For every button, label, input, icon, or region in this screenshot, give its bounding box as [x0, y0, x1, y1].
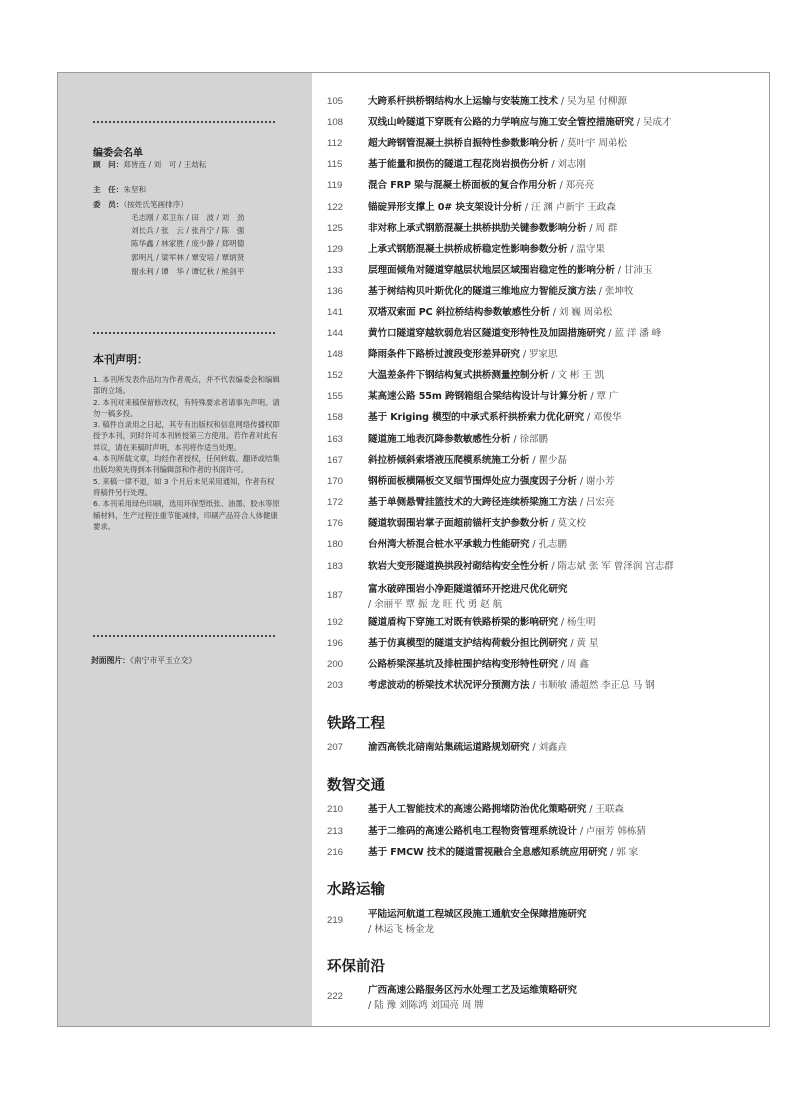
toc-authors: / 周 群 [586, 223, 618, 234]
toc-page-number: 163 [327, 434, 344, 445]
section-heading: 环保前沿 [327, 959, 385, 975]
toc-title: 上承式钢筋混凝土拱桥成桥稳定性影响参数分析 [368, 244, 568, 255]
toc-page-number: 172 [327, 497, 344, 508]
dotted-divider [93, 121, 275, 123]
toc-authors: / 黄 星 [567, 638, 599, 649]
members-label: 委 员： [93, 200, 124, 209]
toc-authors: / 莫叶宇 周弟松 [557, 138, 627, 149]
advisors-line [93, 160, 207, 170]
toc-page-number: 133 [327, 265, 344, 276]
toc-authors: / 余丽平 覃 振 龙 旺 代 勇 赵 航 [368, 599, 503, 610]
toc-title: 超大跨钢管混凝土拱桥自振特性参数影响分析 [368, 138, 558, 149]
toc-page-number: 108 [327, 117, 344, 128]
committee-title: 编委会名单 [93, 148, 143, 159]
members-list-line: 陈华鑫 / 林家胜 / 庞少静 / 郑明德 [131, 239, 245, 248]
toc-page-number: 125 [327, 223, 344, 234]
declaration-text [93, 374, 281, 532]
director-label: 主 任： [93, 185, 124, 194]
toc-entry[interactable] [327, 907, 757, 939]
toc-authors: / 罗家思 [519, 349, 558, 360]
toc-authors: / 韦顺敏 潘超然 李正总 马 钢 [529, 680, 655, 691]
toc-title: 某高速公路 55m 跨钢箱组合梁结构设计与计算分析 [368, 391, 588, 402]
toc-authors: / 郭 家 [607, 847, 639, 858]
toc-page-number: 115 [327, 159, 343, 170]
toc-page-number: 200 [327, 659, 344, 670]
toc-authors: / 郑亮亮 [556, 180, 595, 191]
toc-authors: / 瞿少磊 [529, 455, 567, 466]
toc-title: 隧道盾构下穿施工对既有铁路桥梁的影响研究 [368, 617, 558, 628]
toc-authors: / 邓俊华 [583, 412, 622, 423]
toc-authors: / 卢丽芳 韩栋猜 [576, 826, 646, 837]
toc-title: 双塔双索面 PC 斜拉桥结构参数敏感性分析 [368, 307, 550, 318]
section-heading: 水路运输 [327, 882, 385, 898]
toc-title: 斜拉桥倾斜索塔液压爬模系统施工分析 [368, 455, 530, 466]
toc-page-number: 136 [327, 286, 344, 297]
toc-authors: / 刘志刚 [548, 159, 586, 170]
toc-authors: / 孔志鹏 [529, 539, 567, 550]
toc-title: 渝西高铁北碚南站集疏运道路规划研究 [368, 742, 530, 753]
toc-authors: / 林运飞 杨金龙 [368, 924, 434, 935]
toc-authors: / 甘沛玉 [614, 265, 653, 276]
members-line [93, 200, 188, 210]
dotted-divider [93, 332, 275, 334]
toc-title: 台州湾大桥混合桩水平承载力性能研究 [368, 539, 530, 550]
members-list-line: 刘长兵 / 张 云 / 张肖宁 / 陈 强 [131, 226, 245, 235]
dotted-divider [93, 635, 275, 637]
toc-page-number: 213 [327, 826, 344, 837]
toc-title: 平陆运河航道工程城区段施工通航安全保障措施研究 [368, 909, 587, 920]
cover-caption [91, 655, 196, 666]
toc-authors: / 隋志斌 张 军 曾泽润 宫志群 [548, 561, 674, 572]
declaration-item: 4. 本刊所载文章，均经作者授权，任何转载、翻译或结集出版均须先得到本刊编辑部和作者的书面许可。 [93, 454, 280, 475]
toc-title: 基于 Kriging 模型的中承式系杆拱桥索力优化研究 [368, 412, 584, 423]
toc-title: 非对称上承式钢筋混凝土拱桥拱肋关键参数影响分析 [368, 223, 587, 234]
toc-entry[interactable] [327, 582, 757, 614]
director-line [93, 185, 146, 195]
toc-page-number: 222 [327, 991, 344, 1002]
toc-authors: / 覃 广 [587, 391, 619, 402]
toc-authors: / 吴为星 付柳源 [557, 96, 627, 107]
toc-page-number: 141 [327, 307, 344, 318]
toc-title: 混合 FRP 梁与混凝土桥面板的复合作用分析 [368, 180, 557, 191]
toc-page-number: 176 [327, 518, 344, 529]
toc-authors: / 汪 渊 卢新宇 王政森 [521, 202, 616, 213]
toc-title: 黄竹口隧道穿越软弱危岩区隧道变形特性及加固措施研究 [368, 328, 606, 339]
toc-title: 广西高速公路服务区污水处理工艺及运维策略研究 [368, 985, 577, 996]
toc-authors: / 谢小芳 [576, 476, 615, 487]
declaration-item: 5. 来稿一律不退，如 3 个月后未见采用通知，作者有权将稿件另行处理。 [93, 476, 275, 497]
toc-page-number: 112 [327, 138, 343, 149]
toc-page-number: 187 [327, 590, 344, 601]
toc-page-number: 148 [327, 349, 344, 360]
toc-title: 双线山岭隧道下穿既有公路的力学响应与施工安全管控措施研究 [368, 117, 634, 128]
toc-page-number: 152 [327, 370, 344, 381]
toc-title: 富水破碎围岩小净距隧道循环开挖进尺优化研究 [368, 584, 568, 595]
toc-authors: / 张坤牧 [595, 286, 634, 297]
toc-page-number: 170 [327, 476, 344, 487]
declaration-item: 2. 本刊对来稿保留修改权，有特殊要求者请事先声明。请勿一稿多投。 [93, 397, 280, 418]
toc-authors: / 吕宏亮 [576, 497, 615, 508]
toc-page-number: 210 [327, 804, 344, 815]
toc-authors: / 杨生明 [557, 617, 596, 628]
toc-page-number: 183 [327, 561, 344, 572]
toc-authors: / 陆 豫 刘陈鸿 刘国亮 周 牌 [368, 1000, 484, 1011]
toc-page-number: 119 [327, 180, 343, 191]
toc-authors: / 徐部鹏 [510, 434, 548, 445]
declaration-item: 3. 稿件自录用之日起，其专有出版权和信息网络传播权即授予本刊，同时许可本刊转授第三方使用。若作者对此有异议，请在来稿时声明，本刊将作适当处理。 [93, 420, 280, 452]
toc-page-number: 196 [327, 638, 344, 649]
toc-title: 基于单侧悬臂挂篮技术的大跨径连续桥梁施工方法 [368, 497, 577, 508]
toc-title: 公路桥梁深基坑及排桩围护结构变形特性研究 [368, 659, 558, 670]
toc-page-number: 216 [327, 847, 344, 858]
toc-title: 钢桥面板横隔板交叉细节围焊处应力强度因子分析 [368, 476, 577, 487]
toc-page-number: 192 [327, 617, 344, 628]
declaration-item: 1. 本刊所发表作品均为作者观点，并不代表编委会和编辑部的立场。 [93, 375, 280, 396]
toc-authors: / 周 鑫 [557, 659, 589, 670]
cover-label: 封面图片： [91, 656, 130, 665]
toc-authors: / 温守果 [567, 244, 605, 255]
advisor-label: 顾 问： [93, 160, 124, 169]
toc-authors: / 吴成才 [633, 117, 672, 128]
toc-title: 基于二维码的高速公路机电工程物资管理系统设计 [368, 826, 577, 837]
toc-title: 隧道软弱围岩掌子面超前锚杆支护参数分析 [368, 518, 549, 529]
toc-title: 大跨系杆拱桥钢结构水上运输与安装施工技术 [368, 96, 558, 107]
toc-title: 基于树结构贝叶斯优化的隧道三维地应力智能反演方法 [368, 286, 596, 297]
toc-title: 降雨条件下路桥过渡段变形差异研究 [368, 349, 520, 360]
declaration-title: 本刊声明： [93, 353, 148, 366]
toc-authors: / 刘鑫垚 [529, 742, 567, 753]
toc-entry[interactable] [327, 983, 757, 1015]
cover-value: 《南宁市平玉立交》 [129, 656, 197, 665]
toc-title: 考虑波动的桥梁技术状况评分预测方法 [368, 680, 530, 691]
toc-authors: / 蓝 洋 潘 峰 [605, 328, 662, 339]
toc-page-number: 207 [327, 742, 344, 753]
members-list-line: 谢永利 / 谭 华 / 谭忆秋 / 熊剑平 [131, 267, 245, 276]
section-heading: 数智交通 [327, 778, 385, 794]
toc-page-number: 180 [327, 539, 344, 550]
toc-title: 基于能量和损伤的隧道工程花岗岩损伤分析 [368, 159, 549, 170]
declaration-item: 6. 本刊采用绿色印刷，选用环保型纸张、油墨、胶水等原辅材料，生产过程注重节能减排，印刷产品符合人体健康要求。 [93, 499, 280, 531]
members-list-line: 郭明凡 / 梁军林 / 覃安培 / 覃炳贤 [131, 253, 245, 262]
toc-page-number: 155 [327, 391, 344, 402]
toc-title: 基于 FMCW 技术的隧道雷视融合全息感知系统应用研究 [368, 847, 608, 858]
toc-page-number: 158 [327, 412, 344, 423]
toc-page-number: 129 [327, 244, 344, 255]
toc-page-number: 167 [327, 455, 344, 466]
toc-authors: / 文 彬 王 凯 [548, 370, 605, 381]
toc-title: 锚碇异形支撑上 0# 块支架设计分析 [368, 202, 522, 213]
advisors-names: 郑皆连 / 刘 可 / 王劫耘 [123, 160, 207, 169]
toc-title: 层理面倾角对隧道穿越层状地层区域围岩稳定性的影响分析 [368, 265, 615, 276]
director-name: 朱坚和 [123, 185, 147, 194]
toc-page-number: 203 [327, 680, 344, 691]
toc-authors: / 莫文校 [548, 518, 586, 529]
toc-title: 大温差条件下钢结构复式拱桥测量控制分析 [368, 370, 549, 381]
toc-title: 基于人工智能技术的高速公路拥堵防治优化策略研究 [368, 804, 587, 815]
toc-page-number: 219 [327, 915, 344, 926]
toc-authors: / 刘 巍 周弟松 [549, 307, 613, 318]
toc-page-number: 105 [327, 96, 344, 107]
members-list-line: 毛志刚 / 邓卫东 / 田 波 / 刘 劲 [131, 213, 245, 222]
toc-page-number: 144 [327, 328, 344, 339]
toc-title: 隧道施工地表沉降参数敏感性分析 [368, 434, 511, 445]
toc-title: 软岩大变形隧道换拱段衬砌结构安全性分析 [368, 561, 549, 572]
toc-page-number: 122 [327, 202, 344, 213]
toc-authors: / 王联森 [586, 804, 624, 815]
section-heading: 铁路工程 [327, 716, 385, 732]
members-note: （按姓氏笔画排序） [123, 200, 188, 209]
toc-title: 基于仿真模型的隧道支护结构荷载分担比例研究 [368, 638, 568, 649]
